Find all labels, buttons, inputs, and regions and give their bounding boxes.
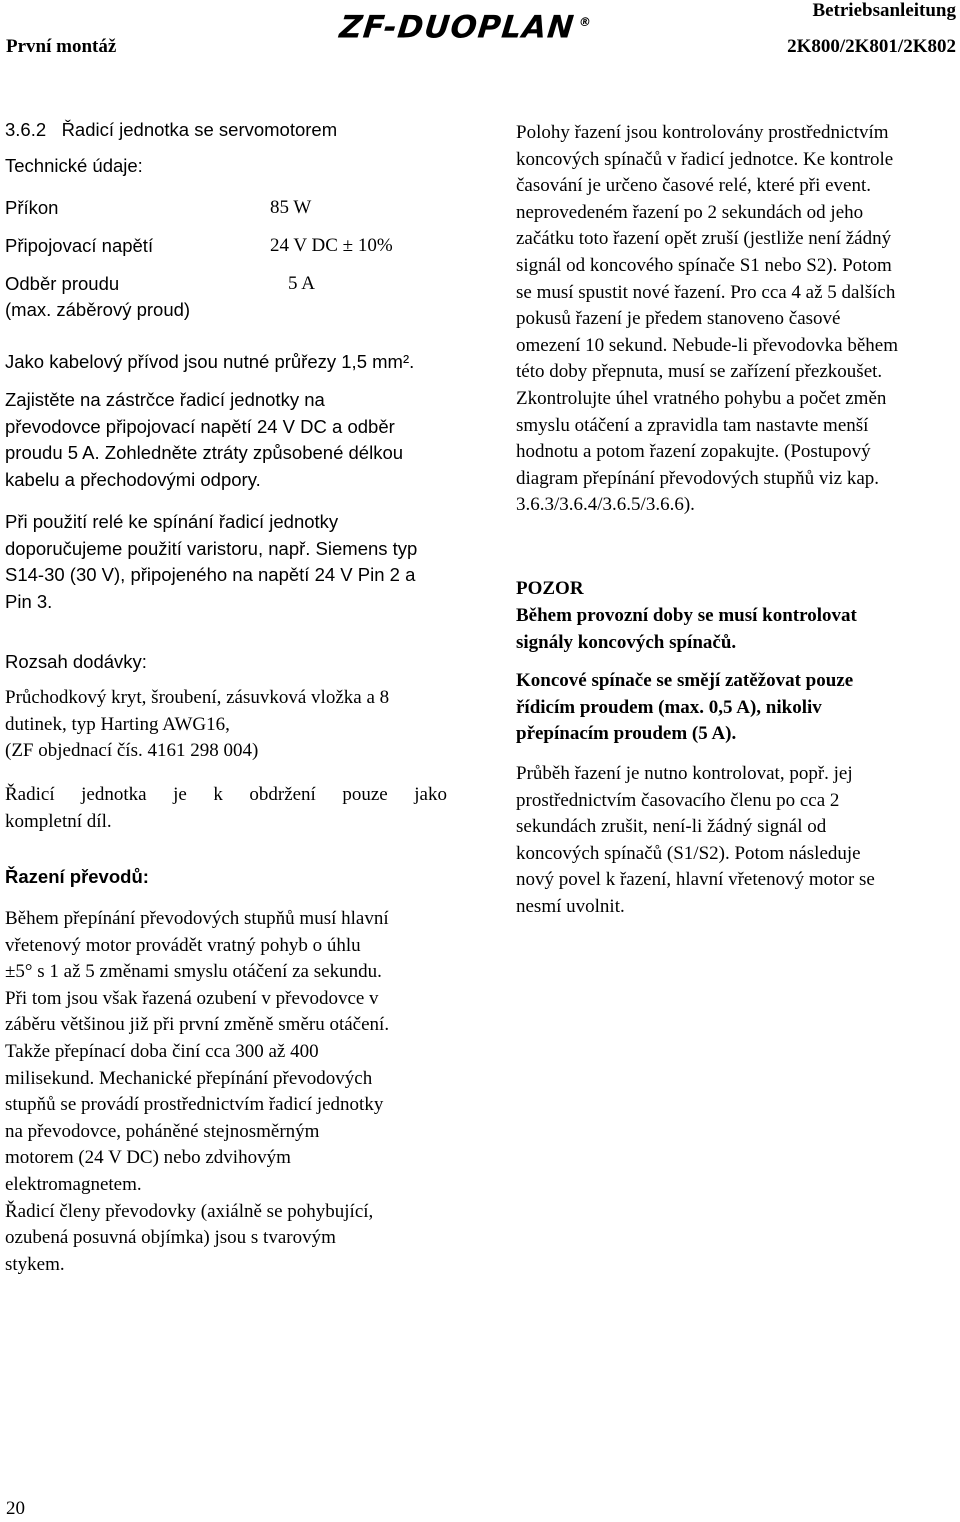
text-line: Průběh řazení je nutno kontrolovat, popř. jej: [516, 763, 853, 784]
relay-paragraph: [5, 509, 447, 649]
text-line: proudu 5 A. Zohledněte ztráty způsobené délkou: [5, 442, 404, 464]
spec-label: Příkon: [5, 197, 59, 218]
tech-data-heading: Technické údaje:: [5, 155, 143, 176]
text-line: signály koncových spínačů.: [516, 631, 737, 653]
warning-signals: [516, 603, 956, 668]
text-line: Během přepínání převodových stupňů musí hlavní: [5, 908, 389, 929]
text-line: Pin 3.: [5, 590, 53, 612]
text-line: časování je určeno časové relé, které při event.: [516, 175, 872, 197]
spec-row: [5, 271, 447, 297]
shifting-heading: Řazení převodů:: [5, 866, 149, 887]
spec-value: 85 W: [270, 197, 312, 218]
text-line: převodovce připojovací napětí 24 V DC a odběr: [5, 415, 395, 437]
text-line: ozubená posuvná objímka) jsou s tvarovým: [5, 1227, 336, 1249]
text-line: této doby přepnuta, musí se zařízení přezkoušet.: [516, 361, 883, 383]
spec-row: [5, 233, 447, 271]
text-line: začátku toto řazení opět zruší (jestliže není žádný: [516, 228, 892, 250]
text-line: pokusů řazení je předem stanoveno časové: [516, 308, 841, 330]
text-line: hodnotu a potom řazení zopakujte. (Postupový: [516, 441, 871, 463]
text-line: prostřednictvím časovacího členu po cca 2: [516, 789, 840, 811]
text-line: signál od koncového spínače S1 nebo S2). Potom: [516, 254, 892, 276]
text-line: řídicím proudem (max. 0,5 A), nikoliv: [516, 696, 822, 718]
section-title: 3.6.2 Řadicí jednotka se servomotorem: [5, 119, 338, 140]
limit-switch-paragraph: [516, 120, 956, 576]
text-line: Během provozní doby se musí kontrolovat: [516, 605, 857, 626]
text-line: stykem.: [5, 1253, 65, 1275]
text-line: smyslu otáčení a zpravidla tam nastavte menší: [516, 414, 869, 436]
text-line: na převodovce, poháněné stejnosměrným: [5, 1120, 320, 1142]
text-line: Polohy řazení jsou kontrolovány prostřednictvím: [516, 122, 889, 143]
text-line: přepínacím proudem (5 A).: [516, 723, 737, 745]
text-line: Při tom jsou však řazená ozubení v převodovce v: [5, 987, 379, 1009]
spec-label: Odběr proudu: [5, 273, 120, 294]
voltage-paragraph: [5, 387, 447, 509]
text-line: stupňů se provádí prostřednictvím řadicí jednotky: [5, 1094, 384, 1116]
spec-note: (max. záběrový proud): [5, 299, 191, 320]
right-column: [516, 120, 956, 921]
text-line: ±5° s 1 až 5 změnami smyslu otáčení za sekundu.: [5, 961, 382, 983]
text-line: doporučujeme použití varistoru, např. Siemens typ: [5, 537, 418, 559]
header-doc-type: Betriebsanleitung: [812, 0, 956, 21]
logo-text: ZF-DUOPLAN: [337, 9, 577, 46]
text-line: kabelu a přechodovými odpory.: [5, 468, 261, 490]
text-line: se musí spustit nové řazení. Pro cca 4 až 5 dalších: [516, 281, 896, 303]
page-number: 20: [6, 1498, 25, 1519]
scope-heading: Rozsah dodávky:: [5, 651, 147, 672]
text-line: koncových spínačů (S1/S2). Potom následuje: [516, 842, 861, 864]
text-line: S14-30 (30 V), připojeného na napětí 24 V Pin 2 a: [5, 564, 416, 586]
spec-value: 5 A: [288, 273, 315, 294]
text-line: Průchodkový kryt, šroubení, zásuvková vložka a 8: [5, 687, 390, 708]
text-line: dutinek, typ Harting AWG16,: [5, 713, 230, 735]
scope-paragraph: [5, 685, 447, 782]
text-line: elektromagnetem.: [5, 1173, 142, 1195]
warning-current-limit: [516, 668, 956, 761]
text-line: kompletní díl.: [5, 810, 112, 832]
text-line: Takže přepínací doba činí cca 300 až 400: [5, 1040, 319, 1062]
text-line: 3.6.3/3.6.4/3.6.5/3.6.6).: [516, 494, 695, 516]
spec-label: Připojovací napětí: [5, 235, 154, 256]
cable-note: Jako kabelový přívod jsou nutné průřezy 1,5 mm².: [5, 351, 415, 372]
text-line: Koncové spínače se smějí zatěžovat pouze: [516, 670, 854, 691]
text-line: záběru většinou již při první změně směru otáčení.: [5, 1014, 390, 1036]
warning-title: POZOR: [516, 578, 584, 599]
text-line: omezení 10 sekund. Nebude-li převodovka během: [516, 334, 898, 356]
spec-value: 24 V DC ± 10%: [270, 235, 393, 256]
text-line: neprovedeném řazení po 2 sekundách od jeho: [516, 201, 864, 223]
header-section-label: První montáž: [6, 36, 117, 57]
header-model-numbers: 2K800/2K801/2K802: [787, 36, 956, 57]
text-line: nesmí uvolnit.: [516, 895, 625, 917]
text-line: Řadicí členy převodovky (axiálně se pohybující,: [5, 1200, 374, 1222]
text-line: Při použití relé ke spínání řadicí jednotky: [5, 511, 339, 532]
shift-check-paragraph: [516, 761, 956, 921]
zf-duoplan-logo: [338, 4, 594, 45]
text-line: milisekund. Mechanické přepínání převodových: [5, 1067, 373, 1089]
registered-mark: ®: [578, 15, 593, 29]
text-line: Řadicí jednotka je k obdržení pouze jako: [5, 784, 447, 805]
left-column: [5, 117, 447, 1278]
text-line: (ZF objednací čís. 4161 298 004): [5, 740, 259, 762]
text-line: motorem (24 V DC) nebo zdvihovým: [5, 1147, 291, 1169]
text-line: koncových spínačů v řadicí jednotce. Ke kontrole: [516, 148, 894, 170]
complete-part-paragraph: [5, 782, 447, 864]
spec-row: [5, 195, 447, 233]
text-line: Zkontrolujte úhel vratného pohybu a počet změn: [516, 387, 887, 409]
text-line: sekundách zrušit, není-li žádný signál od: [516, 816, 827, 838]
text-line: diagram přepínání převodových stupňů viz kap.: [516, 467, 880, 489]
shifting-paragraph: [5, 906, 447, 1278]
text-line: Zajistěte na zástrčce řadicí jednotky na: [5, 389, 325, 410]
text-line: nový povel k řazení, hlavní vřetenový motor se: [516, 869, 875, 891]
text-line: vřetenový motor provádět vratný pohyb o úhlu: [5, 934, 361, 956]
